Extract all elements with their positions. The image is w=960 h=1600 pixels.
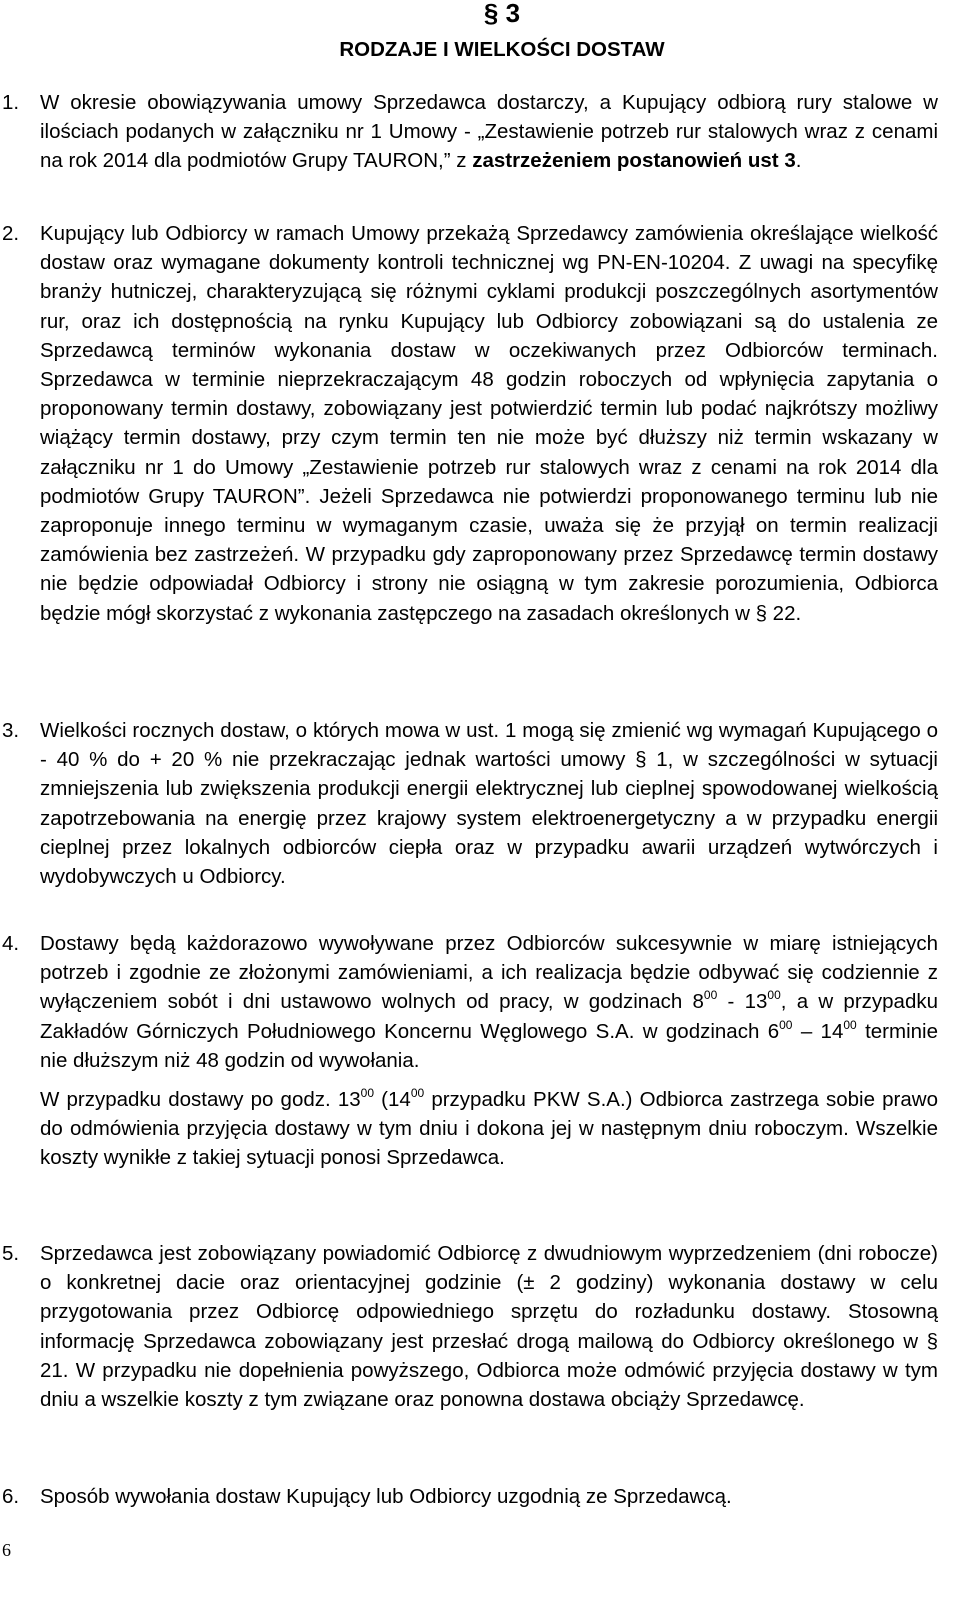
page-number: 6 — [2, 1540, 11, 1560]
section-number: § 3 — [483, 0, 521, 28]
clause-6 — [0, 1482, 960, 1511]
clause-number: 3. — [2, 719, 20, 742]
clause-1 — [0, 88, 960, 176]
clause-text: W okresie obowiązywania umowy Sprzedawca dostarczy, a Kupujący odbiorą rury stalowe w ilościach podanych w załączniku nr 1 Umowy - „Zestawienie potrzeb rur stalowych wraz z cenami na rok 2014 dla podmiotów Grupy TAURON,” z zastrzeżeniem postanowień ust 3. — [40, 91, 938, 173]
clause-3 — [0, 716, 960, 891]
clause-5 — [0, 1239, 960, 1414]
clause-text: Sprzedawca jest zobowiązany powiadomić Odbiorcę z dwudniowym wyprzedzeniem (dni robocze) o konkretnej dacie oraz orientacyjnej godzinie (± 2 godziny) wykonania dostawy w celu przygotowania przez Odbiorcę odpowiedniego sprzętu do rozładunku dostawy. Stosowną informację Sprzedawca zobowiązany jest przesłać drogą mailową do Odbiorcy określonego w § 21. W przypadku nie dopełnienia powyższego, Odbiorca może odmówić przyjęcia dostawy w tym dniu a wszelkie koszty z tym związane oraz ponowna dostawa obciąży Sprzedawcę. — [40, 1242, 938, 1412]
clause-number: 6. — [2, 1485, 20, 1508]
clause-number: 2. — [2, 222, 20, 245]
clause-text: Kupujący lub Odbiorcy w ramach Umowy przekażą Sprzedawcy zamówienia określające wielkość dostaw oraz wymagane dokumenty kontroli technicznej wg PN-EN-10204. Z uwagi na specyfikę branży hutniczej, charakteryzującą się różnymi cyklami produkcji poszczególnych asortymentów rur, oraz ich dostępnością na rynku Kupujący lub Odbiorcy zobowiązani są do ustalenia ze Sprzedawcą terminów wykonania dostaw w oczekiwanych przez Odbiorców terminach. Sprzedawca w terminie nieprzekraczającym 48 godzin roboczych od wpłynięcia zapytania o proponowany termin dostawy, zobowiązany jest potwierdzić termin lub podać najkrótszy możliwy wiążący termin dostawy, przy czym termin ten nie może być dłuższy niż termin wskazany w załączniku nr 1 do Umowy „Zestawienie potrzeb rur stalowych wraz z cenami na rok 2014 dla podmiotów Grupy TAURON”. Jeżeli Sprzedawca nie potwierdzi proponowanego terminu lub nie zaproponuje innego terminu w wymaganym czasie, uważa się że przyjął on termin realizacji zamówienia bez zastrzeżeń. W przypadku gdy zaproponowany przez Sprzedawcę termin dostawy nie będzie odpowiadał Odbiorcy i strony nie osiągną w tym zakresie porozumienia, Odbiorca będzie mógł skorzystać z wykonania zastępczego na zasadach określonych w § 22. — [40, 222, 938, 625]
clause-paragraph: Dostawy będą każdorazowo wywoływane przez Odbiorców sukcesywnie w miarę istniejących potrzeb i zgodnie ze złożonymi zamówieniami, a ich realizacja będzie odbywać się codziennie z wyłączeniem sobót i dni ustawowo wolnych od pracy, w godzinach $8^{00} - 13^{00}$, a w przypadku Zakładów Górniczych Południowego Koncernu Węglowego S.A. w godzinach $6^{00} - 14^{00}$ terminie nie dłuższym niż 48 godzin od wywołania. — [40, 932, 938, 1072]
clause-text: Sposób wywołania dostaw Kupujący lub Odbiorcy uzgodnią ze Sprzedawcą. — [40, 1485, 732, 1508]
bold-phrase: zastrzeżeniem postanowień ust 3 — [472, 149, 796, 173]
clause-number: 5. — [2, 1242, 20, 1265]
clause-paragraph: W przypadku dostawy po godz. $13^{00}$ ($14^{00}$ przypadku PKW S.A.) Odbiorca zastrzega sobie prawo do odmówienia przyjęcia dostawy w tym dniu i dokona jej w następnym dniu roboczym. Wszelkie koszty wynikłe z takiej sytuacji ponosi Sprzedawca. — [40, 1086, 938, 1170]
clause-number: 1. — [2, 91, 20, 114]
clause-4 — [0, 929, 960, 1173]
clause-number: 4. — [2, 932, 20, 955]
section-title: RODZAJE I WIELKOŚCI DOSTAW — [339, 38, 665, 61]
clause-text — [40, 929, 938, 1173]
clause-text: Wielkości rocznych dostaw, o których mowa w ust. 1 mogą się zmienić wg wymagań Kupującego o - 40 % do + 20 % nie przekraczając jednak wartości umowy § 1, w szczególności w sytuacji zmniejszenia lub zwiększenia produkcji energii elektrycznej lub cieplnej spowodowanej wielkością zapotrzebowania na energię przez krajowy system elektroenergetyczny a w przypadku energii cieplnej przez lokalnych odbiorców ciepła oraz w przypadku awarii urządzeń wytwórczych i wydobywczych u Odbiorcy. — [40, 719, 938, 889]
clause-2 — [0, 219, 960, 628]
